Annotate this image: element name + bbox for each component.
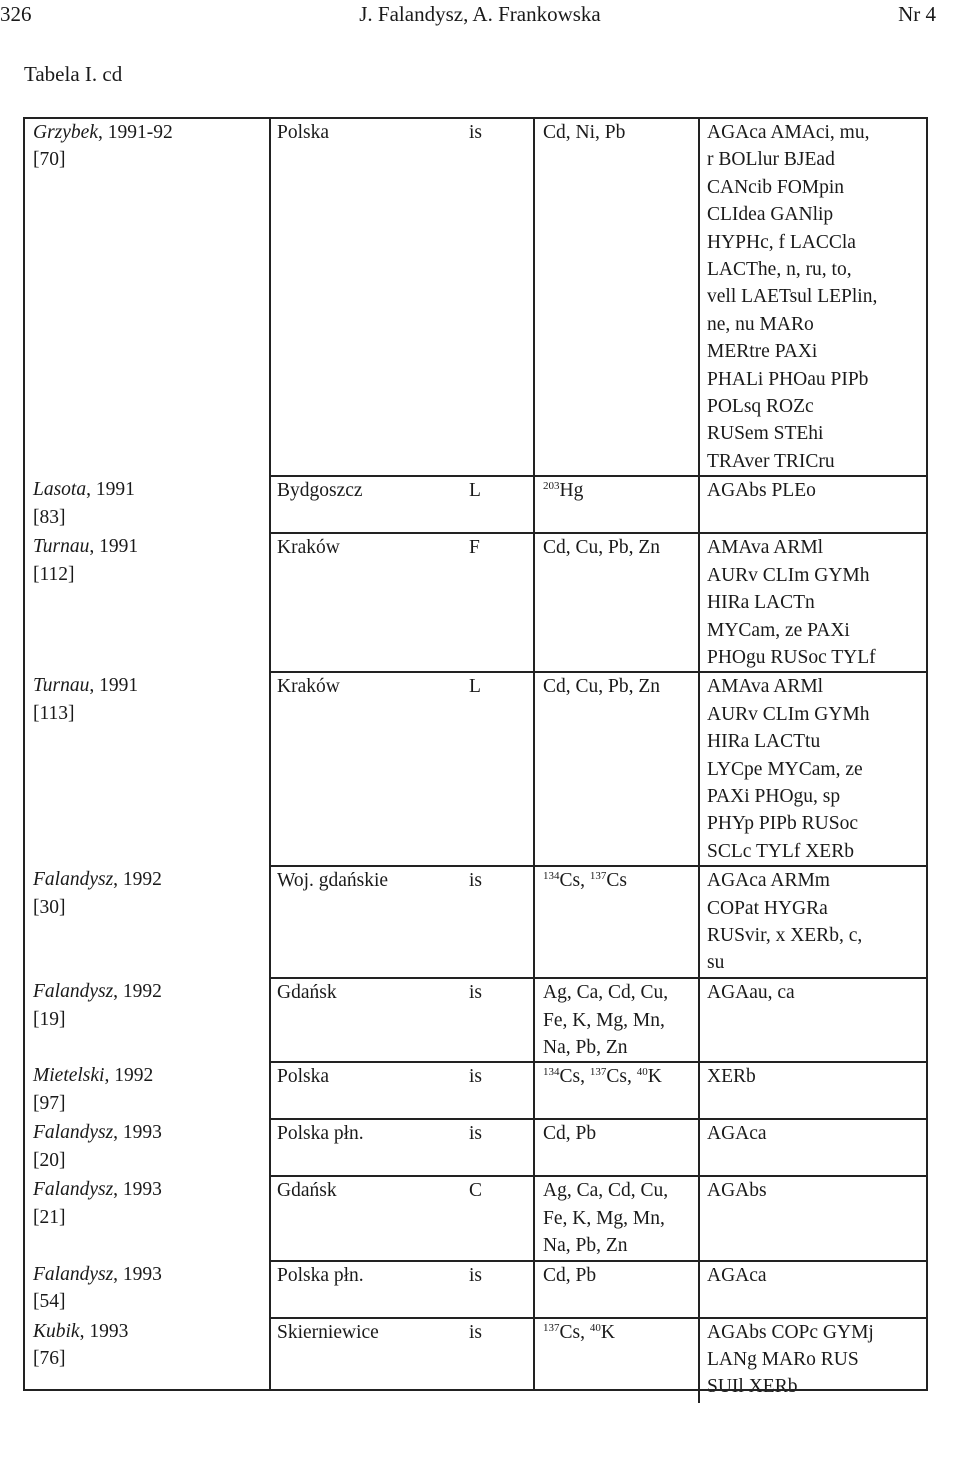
isotope-symbol: Cs	[559, 870, 581, 892]
elements-cell	[535, 476, 699, 533]
author-name: Falandysz	[33, 869, 114, 891]
location-cell: Kraków	[269, 533, 423, 672]
isotope-symbol: Cs	[606, 870, 627, 892]
reference-number: [113]	[33, 702, 75, 724]
sample-type-cell: is	[423, 1318, 535, 1403]
author-cell	[23, 1318, 269, 1403]
sample-type-cell: is	[423, 118, 535, 476]
location-cell: Skierniewice	[269, 1318, 423, 1403]
reference-number: [20]	[33, 1149, 66, 1171]
species-cell: AGAbs COPc GYMj LANg MARo RUS SUIl XERb	[699, 1318, 928, 1403]
author-name: Grzybek	[33, 122, 98, 143]
table-row	[23, 1261, 928, 1318]
location-cell: Bydgoszcz	[269, 476, 423, 533]
location-cell: Polska płn.	[269, 1261, 423, 1318]
location-cell: Polska płn.	[269, 1119, 423, 1176]
reference-number: [97]	[33, 1092, 66, 1114]
isotope-mass: 134	[543, 1066, 560, 1079]
elements-cell: Ag, Ca, Cd, Cu, Fe, K, Mg, Mn, Na, Pb, Zn	[535, 978, 699, 1062]
isotope-symbol: Cs	[606, 1066, 627, 1088]
species-cell: AMAva ARMl AURv CLIm GYMh HIRa LACTtu LYCpe MYCam, ze PAXi PHOgu, sp PHYp PIPb RUSoc SCLc TYLf XERb	[699, 672, 928, 866]
author-cell	[23, 476, 269, 533]
author-cell	[23, 978, 269, 1062]
table-row	[23, 1062, 928, 1119]
species-cell: AGAau, ca	[699, 978, 928, 1062]
sample-type-cell: C	[423, 1176, 535, 1260]
isotope-symbol: Cs	[559, 1321, 581, 1343]
publication-year: , 1993	[113, 1122, 162, 1144]
isotope-symbol: K	[647, 1066, 662, 1088]
reference-number: [19]	[33, 1008, 66, 1030]
page-number: 326	[0, 2, 32, 26]
species-cell: AGAca AMAci, mu, r BOLlur BJEad CANcib FOMpin CLIdea GANlip HYPHc, f LACCla LACThe, n, ru, to, vell LAETsul LEPlin, ne, nu MARo MERtre PAXi PHALi PHOau PIPb POLsq ROZc RUSem STEhi TRAver TRICru	[699, 118, 928, 476]
sample-type-cell: F	[423, 533, 535, 672]
author-cell	[23, 1119, 269, 1176]
elements-cell: Cd, Cu, Pb, Zn	[535, 672, 699, 866]
publication-year: , 1993	[79, 1320, 129, 1342]
elements-cell: Cd, Cu, Pb, Zn	[535, 533, 699, 672]
author-cell	[23, 1176, 269, 1260]
isotope-mass: 137	[589, 1066, 607, 1079]
elements-cell: Cd, Pb	[535, 1261, 699, 1318]
sample-type-cell: is	[423, 866, 535, 978]
issue-number: Nr 4	[898, 2, 936, 26]
species-cell: AGAca ARMm COPat HYGRa RUSvir, x XERb, c, su	[699, 866, 928, 978]
author-cell	[23, 533, 269, 672]
table-row	[23, 1176, 928, 1260]
sample-type-cell: is	[423, 978, 535, 1062]
reference-number: [83]	[33, 506, 66, 528]
author-cell	[23, 1261, 269, 1318]
column-divider	[269, 117, 271, 1391]
table-row	[23, 672, 928, 866]
author-name: Falandysz	[33, 981, 114, 1003]
elements-cell: Ag, Ca, Cd, Cu, Fe, K, Mg, Mn, Na, Pb, Zn	[535, 1176, 699, 1260]
table-row	[23, 1318, 928, 1403]
author-name: Lasota	[33, 479, 87, 501]
author-name: Turnau	[33, 536, 90, 558]
author-name: Falandysz	[33, 1122, 114, 1144]
author-cell	[23, 1062, 269, 1119]
sample-type-cell: L	[423, 672, 535, 866]
elements-cell: Cd, Pb	[535, 1119, 699, 1176]
reference-number: [70]	[33, 149, 66, 171]
location-cell: Polska	[269, 1062, 423, 1119]
elements-cell: $^{134}$Cs, $^{137}$Cs	[535, 866, 699, 978]
publication-year: , 1991-92	[97, 122, 173, 143]
reference-number: [112]	[33, 563, 75, 585]
author-name: Falandysz	[33, 1263, 114, 1285]
species-cell: AGAca	[699, 1261, 928, 1318]
running-head-authors: J. Falandysz, A. Frankowska	[359, 2, 601, 26]
publication-year: , 1992	[113, 869, 162, 891]
author-name: Mietelski	[33, 1065, 105, 1087]
sample-type-cell: L	[423, 476, 535, 533]
table-row	[23, 1119, 928, 1176]
publication-year: , 1993	[113, 1263, 162, 1285]
table-row	[23, 118, 928, 476]
species-cell: AGAbs PLEo	[699, 476, 928, 533]
table-row	[23, 476, 928, 533]
location-cell: Woj. gdańskie	[269, 866, 423, 978]
sample-type-cell: is	[423, 1119, 535, 1176]
isotope-mass: 40	[636, 1066, 648, 1079]
isotope-mass: 134	[543, 870, 560, 883]
publication-year: , 1991	[89, 675, 139, 697]
isotope-mass: 137	[543, 1321, 560, 1334]
isotope-mass: 137	[589, 870, 607, 883]
location-cell: Gdańsk	[269, 1176, 423, 1260]
table-caption: Tabela I. cd	[24, 62, 123, 86]
reference-number: [30]	[33, 896, 66, 918]
table-row	[23, 866, 928, 978]
data-table	[23, 117, 928, 1403]
author-cell	[23, 866, 269, 978]
location-cell: Gdańsk	[269, 978, 423, 1062]
elements-cell: $^{134}$Cs, $^{137}$Cs, $^{40}$K	[535, 1062, 699, 1119]
reference-number: [21]	[33, 1206, 66, 1228]
author-cell	[23, 118, 269, 476]
author-cell	[23, 672, 269, 866]
publication-year: , 1993	[113, 1179, 162, 1201]
isotope-mass: 203	[543, 480, 560, 493]
elements-cell: $^{137}$Cs, $^{40}$K	[535, 1318, 699, 1403]
isotope-mass: 40	[589, 1321, 601, 1334]
publication-year: , 1991	[89, 536, 139, 558]
species-cell: AMAva ARMl AURv CLIm GYMh HIRa LACTn MYCam, ze PAXi PHOgu RUSoc TYLf	[699, 533, 928, 672]
publication-year: , 1992	[113, 981, 162, 1003]
table-row	[23, 978, 928, 1062]
isotope-symbol: Hg	[559, 480, 584, 502]
publication-year: , 1992	[104, 1065, 154, 1087]
column-divider	[533, 117, 535, 1391]
location-cell: Polska	[269, 118, 423, 476]
species-cell: AGAbs	[699, 1176, 928, 1260]
reference-number: [54]	[33, 1291, 66, 1312]
page-header	[0, 2, 960, 32]
location-cell: Kraków	[269, 672, 423, 866]
table-row	[23, 533, 928, 672]
species-cell: XERb	[699, 1062, 928, 1119]
sample-type-cell: is	[423, 1261, 535, 1318]
reference-number: [76]	[33, 1348, 66, 1369]
author-name: Kubik	[33, 1320, 80, 1342]
author-name: Falandysz	[33, 1179, 114, 1201]
publication-year: , 1991	[86, 479, 135, 501]
author-name: Turnau	[33, 675, 90, 697]
sample-type-cell: is	[423, 1062, 535, 1119]
elements-cell: Cd, Ni, Pb	[535, 118, 699, 476]
species-cell: AGAca	[699, 1119, 928, 1176]
isotope-symbol: K	[600, 1321, 615, 1343]
isotope-symbol: Cs	[559, 1066, 581, 1088]
